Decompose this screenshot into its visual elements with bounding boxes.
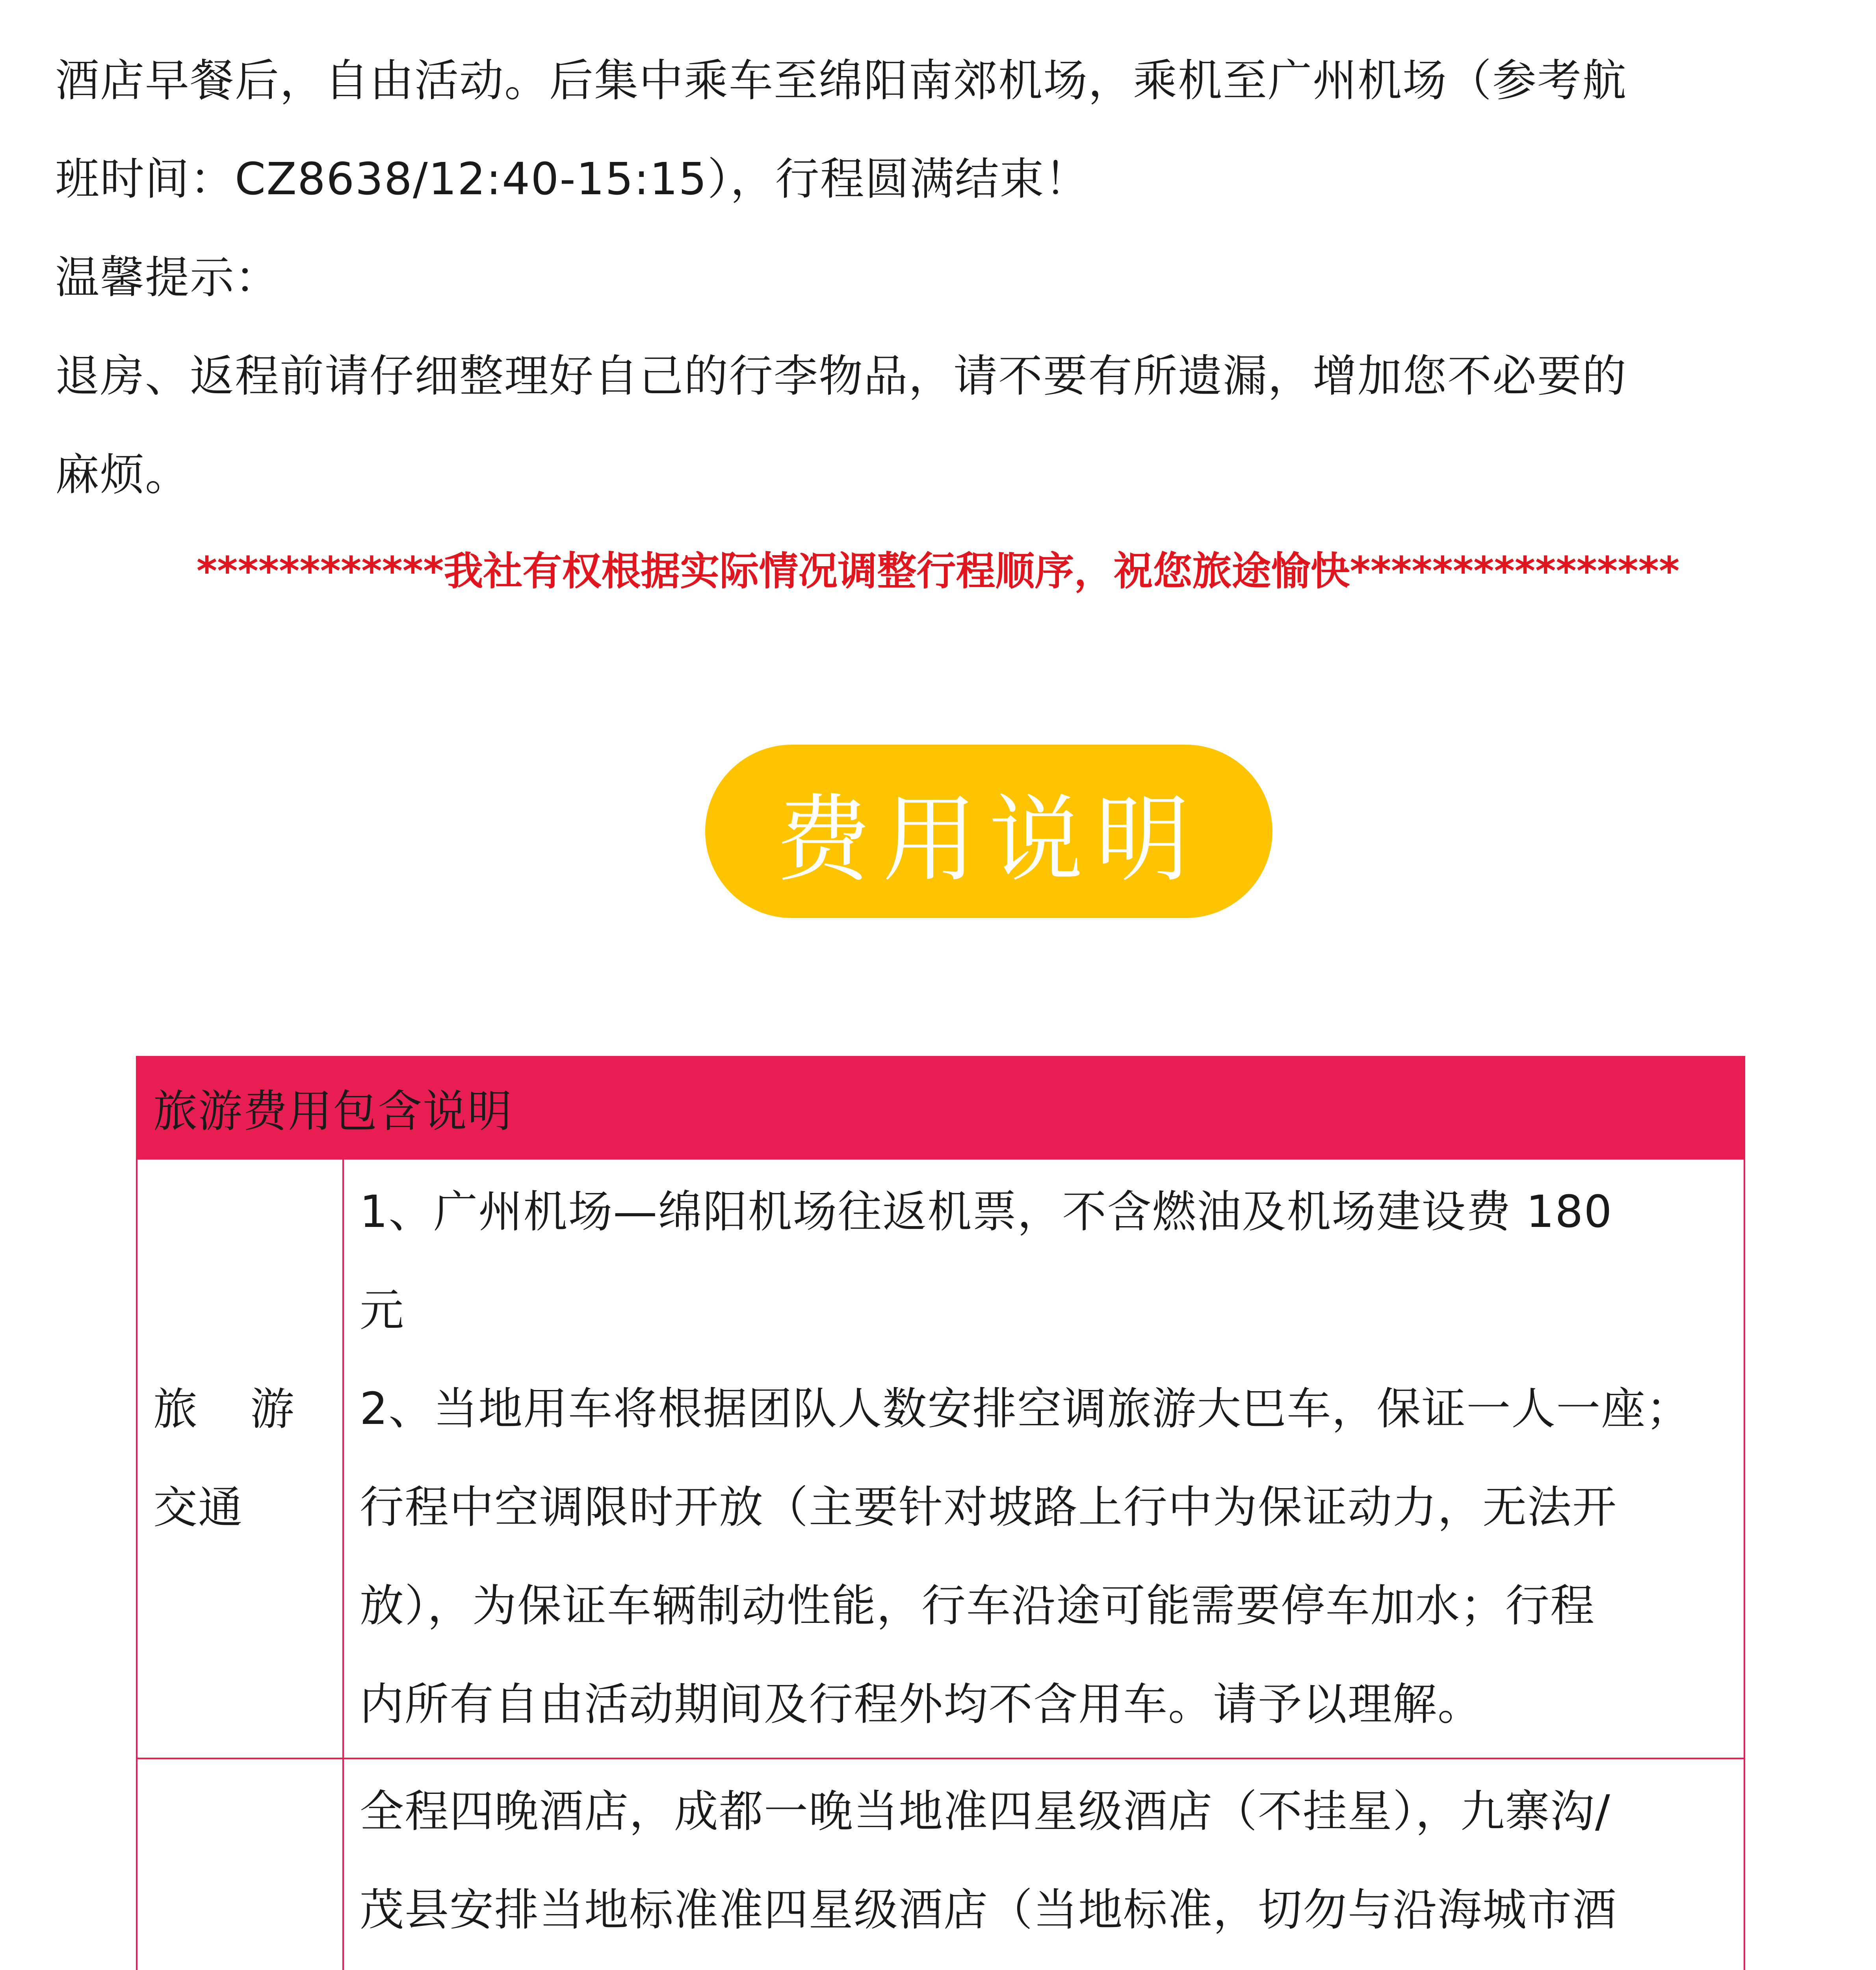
fee-table <box>136 1056 1745 1970</box>
row-line: 元 <box>360 1285 405 1336</box>
row-line: 1、广州机场—绵阳机场往返机票，不含燃油及机场建设费 180 <box>360 1186 1613 1238</box>
row-line: 放），为保证车辆制动性能，行车沿途可能需要停车加水；行程 <box>360 1580 1595 1632</box>
tips-line: 退房、返程前请仔细整理好自己的行李物品，请不要有所遗漏，增加您不必要的 <box>55 351 1627 402</box>
tips-title: 温馨提示： <box>55 252 280 303</box>
fee-table-header-label: 旅游费用包含说明 <box>153 1086 513 1137</box>
row-line: 2、当地用车将根据团队人数安排空调旅游大巴车，保证一人一座； <box>360 1383 1691 1435</box>
table-row <box>137 1159 1744 1758</box>
row-label-accommodation <box>137 1758 343 1970</box>
intro-line: 班时间：CZ8638/12:40-15:15），行程圆满结束！ <box>55 154 1090 205</box>
row-line: 全程四晚酒店，成都一晚当地准四星级酒店（不挂星），九寨沟/ <box>360 1786 1611 1837</box>
itinerary-notice: ************我社有权根据实际情况调整行程顺序，祝您旅途愉快**************** <box>196 548 1680 594</box>
row-line: 内所有自由活动期间及行程外均不含用车。请予以理解。 <box>360 1679 1482 1730</box>
section-title-badge <box>705 745 1272 918</box>
row-line <box>360 1959 1728 1970</box>
fee-table-header <box>137 1057 1744 1159</box>
row-label-char: 交通 <box>153 1482 243 1533</box>
row-label-char: 游 <box>250 1384 295 1435</box>
row-line: 行程中空调限时开放（主要针对坡路上行中为保证动力，无法开 <box>360 1482 1617 1533</box>
row-label-transport <box>137 1159 343 1758</box>
row-line: 茂县安排当地标准准四星级酒店（当地标准，切勿与沿海城市酒 <box>360 1885 1617 1936</box>
itinerary-intro <box>55 32 1828 524</box>
intro-line: 酒店早餐后，自由活动。后集中乘车至绵阳南郊机场，乘机至广州机场（参考航 <box>55 55 1627 106</box>
row-content-accommodation <box>343 1758 1744 1970</box>
tips-line: 麻烦。 <box>55 449 190 500</box>
table-row <box>137 1758 1744 1970</box>
row-label-char: 旅 <box>153 1384 198 1435</box>
section-title: 费用说明 <box>776 784 1202 895</box>
row-content-transport <box>343 1159 1744 1758</box>
